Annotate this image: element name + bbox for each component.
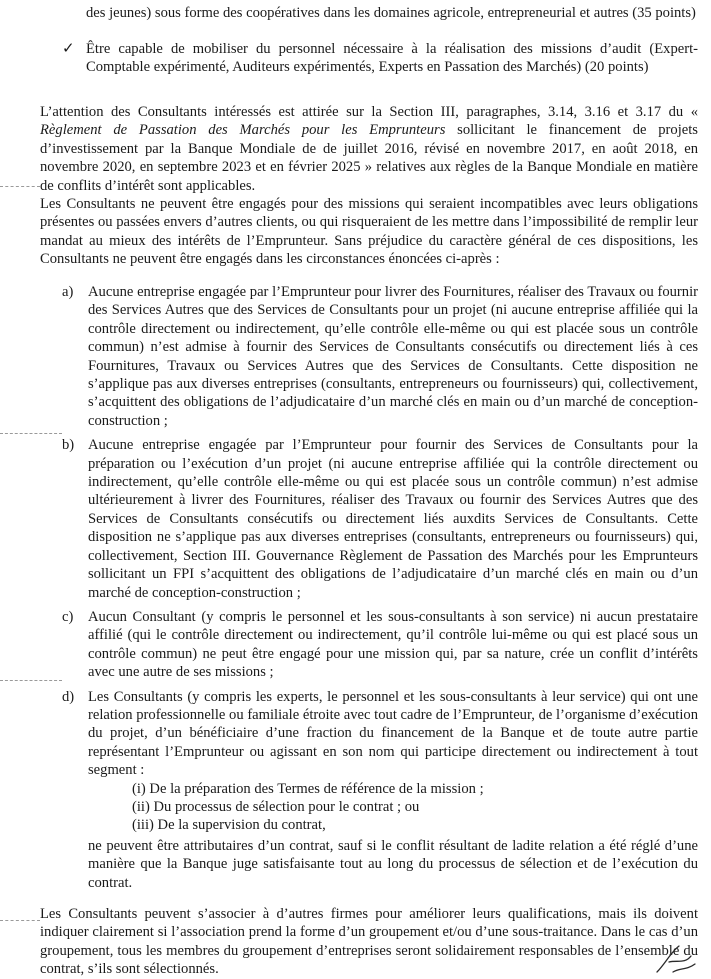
regulation-title: Règlement de Passation des Marchés pour les Emprunteurs xyxy=(40,122,446,139)
paragraph-attention xyxy=(40,103,698,195)
list-item xyxy=(62,688,698,892)
sub-list xyxy=(132,780,698,835)
paragraph-groupement: Les Consultants peuvent s’associer à d’autres firmes pour améliorer leurs qualifications, mais ils doivent indiquer clairement si l’association prend la forme d’un groupement et/ou d’une sous-traitance. Dans le cas d’un groupement, tous les membres du groupement d’entreprises seront solidairement responsables de l’ensemble du contrat, s’ils sont sélectionnés. xyxy=(40,906,698,978)
list-item-text: Aucun Consultant (y compris le personnel et les sous-consultants à son service) ni aucun prestataire affilié (qui le contrôle directement ou indirectement, qu’il contrôle lui-même ou qui est placé sous un contrôle commun) ne peut être engagé pour une mission qui, par sa nature, crée un conflit d’intérêts avec une autre de ses missions ; xyxy=(88,608,698,681)
handwritten-initials xyxy=(651,942,697,976)
criterion-check-item xyxy=(62,40,698,77)
list-item-text: Les Consultants (y compris les experts, le personnel et les sous-consultants à leur service) qui ont une relation professionnelle ou familiale étroite avec tout cadre de l’Emprunteur, de l’organisme d’exécution du projet, d’un bénéficiaire d’une fraction du financement de la Banque et de toute autre partie représentant l’Emprunteur ou agissant en son nom qui participe directement ou indirectement à tout segment : xyxy=(88,688,698,779)
list-item-text: Aucune entreprise engagée par l’Emprunteur pour fournir des Services de Consultants pour la préparation ou l’exécution d’un projet (ni aucune entreprise affiliée qui la contrôle directement ou indirectement, qu’elle contrôle elle-même ou qui est placée sous un contrôle commun) n’est admise ultérieurement à livrer des Fournitures, réaliser des Travaux ou fournir des Services Autres que des Services de Consultants consécutifs ou directement liés auxdits Services de Consultants. Cette disposition ne s’applique pas aux diverses entreprises (consultants, entrepreneurs ou fournisseurs) qui, collectivement, Section III. Gouvernance Règlement de Passation des Marchés pour les Emprunteurs sollicitant un FPI s’acquittent des obligations de l’adjudicataire d’un marché clés en main ou d’un marché de conception-construction ; xyxy=(88,437,698,601)
attention-body: sollicitant le financement de projets d’investissement par la Banque Mondiale de de juillet 2016, révisé en novembre 2017, en août 2018, en novembre 2020, en septembre 2023 et en février 2025 » relatives aux règles de la Banque Mondiale en matière de conflits d’intérêt sont applicables. xyxy=(40,122,698,194)
margin-mark xyxy=(0,920,40,921)
checkmark-icon: ✓ xyxy=(62,41,75,57)
margin-mark xyxy=(0,433,62,434)
criterion-text: Être capable de mobiliser du personnel nécessaire à la réalisation des missions d’audit (Expert-Comptable expérimenté, Auditeurs expérimentés, Experts en Passation des Marchés) (20 points) xyxy=(86,41,698,76)
list-item-label: a) xyxy=(62,284,74,300)
list-item-label: b) xyxy=(62,437,75,454)
sub-list-item: (ii) Du processus de sélection pour le contrat ; ou xyxy=(132,798,420,815)
criterion-continuation: des jeunes) sous forme des coopératives dans les domaines agricole, entrepreneurial et autres (35 points) xyxy=(86,5,696,21)
list-item xyxy=(62,283,698,430)
list-item xyxy=(62,608,698,682)
list-item-label: d) xyxy=(62,688,75,705)
sub-list-item: (iii) De la supervision du contrat, xyxy=(132,817,326,834)
list-item-conclusion: ne peuvent être attributaires d’un contrat, sauf si le conflit résultant de ladite relation a été réglé d’une manière que la Banque juge satisfaisante tout au long du processus de sélection et de l’exécution du contrat. xyxy=(88,837,698,891)
paragraph-consultants: Les Consultants ne peuvent être engagés pour des missions qui seraient incompatibles avec leurs obligations présentes ou passées envers d’autres clients, ou qui risqueraient de les mettre dans l’impossibilité de remplir leur mandat au mieux des intérêts de l’Emprunteur. Sans préjudice du caractère général de ces dispositions, les Consultants ne peuvent être engagés dans les circonstances énoncées ci-après : xyxy=(40,196,698,268)
margin-mark xyxy=(0,186,40,187)
list-item xyxy=(62,436,698,602)
list-item-body xyxy=(88,688,698,892)
margin-mark xyxy=(0,680,62,681)
attention-prefix: L’attention des Consultants intéressés est attirée sur la Section III, paragraphes, 3.14, 3.16 et 3.17 du « xyxy=(40,104,698,120)
sub-list-item: (i) De la préparation des Termes de référence de la mission ; xyxy=(132,780,484,797)
list-item-label: c) xyxy=(62,608,74,625)
list-item-text: Aucune entreprise engagée par l’Emprunteur pour livrer des Fournitures, réaliser des Travaux ou fournir des Services Autres que des Services de Consultants pour un projet (ni aucune entreprise affiliée qui la contrôle directement ou indirectement, qu’elle contrôle elle-même ou qui est placée sous un contrôle commun) n’est admise à fournir des Services de Consultants consécutifs ou directement liés à ces Fournitures, Travaux ou Services Autres que des Services de Consultants. Cette disposition ne s’applique pas aux diverses entreprises (consultants, entrepreneurs ou fournisseurs) qui, collectivement, s’acquittent des obligations de l’adjudicataire d’un marché clés en main ou d’un marché de conception-construction ; xyxy=(88,284,698,429)
conflict-list xyxy=(62,283,698,898)
